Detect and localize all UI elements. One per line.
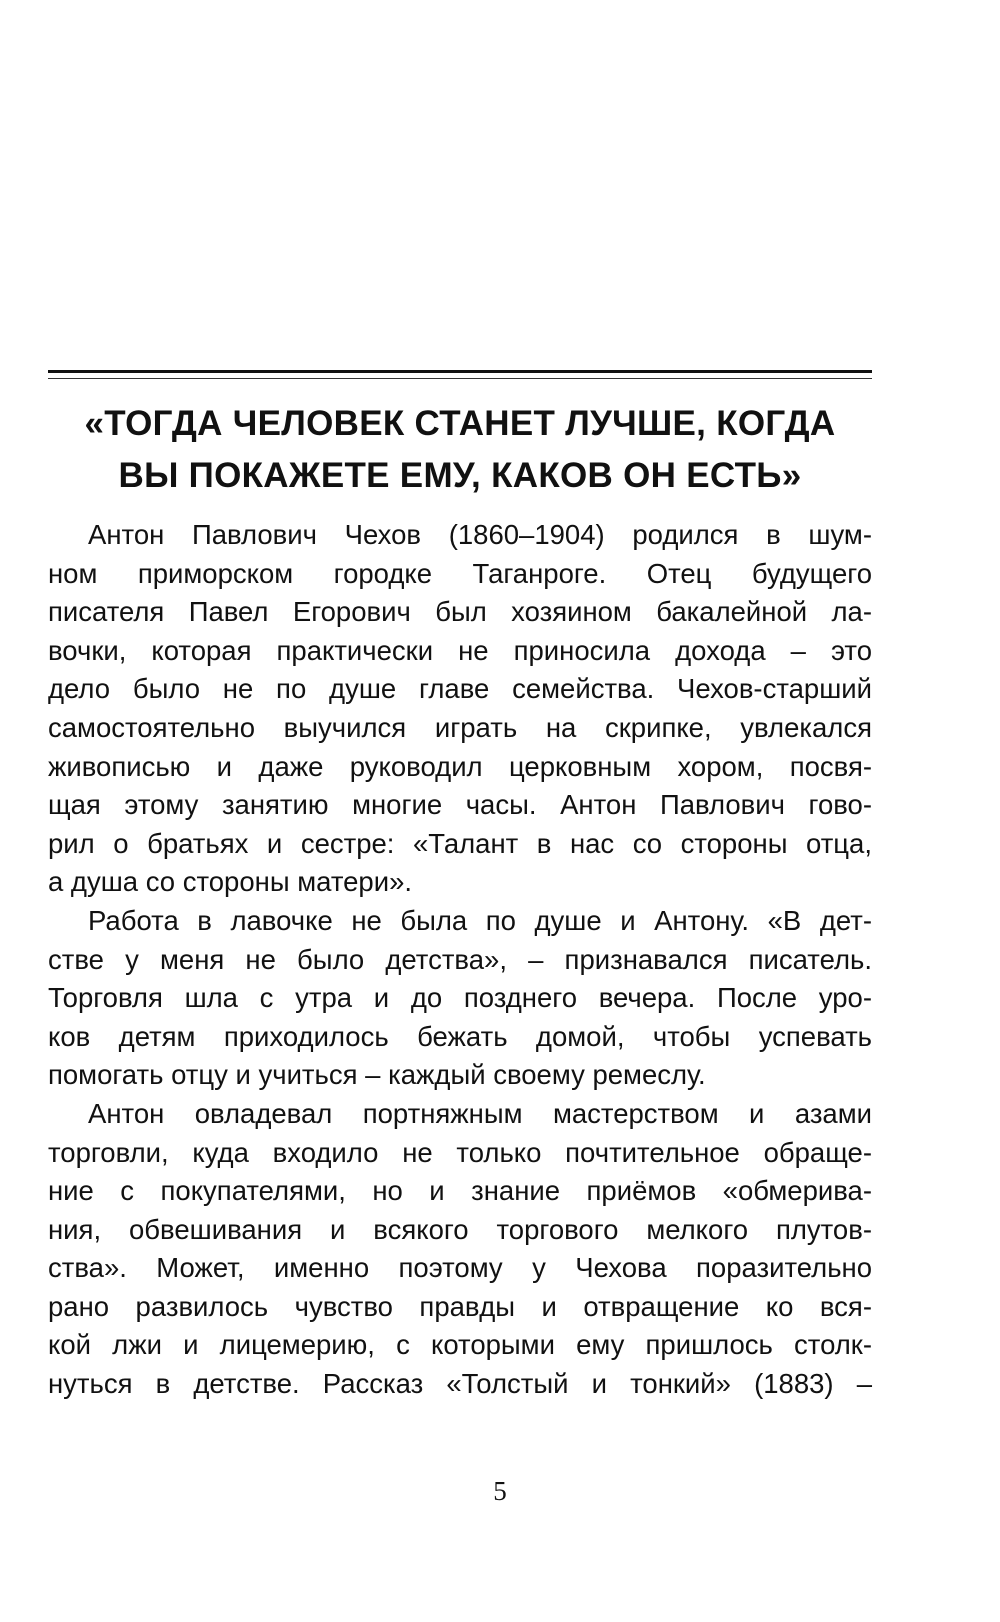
text-line: торговли, куда входило не только почтительное обраще-: [48, 1136, 872, 1168]
text-line: ства». Может, именно поэтому у Чехова поразительно: [48, 1252, 872, 1284]
text-line: ния, обвешивания и всякого торгового мелкого плутов-: [48, 1213, 872, 1245]
text-line: Работа в лавочке не была по душе и Антону. «В дет-: [88, 904, 872, 936]
text-line: самостоятельно выучился играть на скрипке, увлекался: [48, 711, 872, 743]
text-line: дело было не по душе главе семейства. Чехов-старший: [48, 673, 872, 705]
chapter-title-line-1: «ТОГДА ЧЕЛОВЕК СТАНЕТ ЛУЧШЕ, КОГДА: [84, 404, 836, 443]
text-line: рано развилось чувство правды и отвращение ко вся-: [48, 1290, 872, 1322]
paragraph-1: [48, 516, 872, 902]
text-line: ние с покупателями, но и знание приёмов «обмерива-: [48, 1175, 872, 1207]
text-line: Антон овладевал портняжным мастерством и азами: [88, 1097, 872, 1129]
text-line: ков детям приходилось бежать домой, чтобы успевать: [48, 1020, 872, 1052]
header-rule-thin: [48, 378, 872, 379]
paragraph-3: [48, 1095, 872, 1404]
text-line: нуться в детстве. Рассказ «Толстый и тонкий» (1883) –: [48, 1368, 872, 1400]
page-number: 5: [493, 1476, 507, 1506]
text-line: помогать отцу и учиться – каждый своему ремеслу.: [48, 1059, 706, 1091]
text-line: Торговля шла с утра и до позднего вечера. После уро-: [48, 982, 872, 1014]
text-line: писателя Павел Егорович был хозяином бакалейной ла-: [48, 596, 872, 628]
text-line: стве у меня не было детства», – признавался писатель.: [48, 943, 872, 975]
chapter-title: [48, 398, 872, 502]
text-line: а душа со стороны матери».: [48, 866, 412, 898]
text-line: Антон Павлович Чехов (1860–1904) родился в шум-: [88, 519, 872, 550]
paragraph-2: [48, 902, 872, 1095]
body-text: [48, 516, 872, 1404]
chapter-title-line-2: ВЫ ПОКАЖЕТЕ ЕМУ, КАКОВ ОН ЕСТЬ»: [118, 456, 802, 495]
text-line: кой лжи и лицемерию, с которыми ему пришлось столк-: [48, 1329, 872, 1361]
text-line: вочки, которая практически не приносила дохода – это: [48, 634, 872, 666]
text-line: живописью и даже руководил церковным хором, посвя-: [48, 750, 872, 782]
header-rule-thick: [48, 370, 872, 373]
text-line: ном приморском городке Таганроге. Отец будущего: [48, 557, 872, 589]
text-line: рил о братьях и сестре: «Талант в нас со стороны отца,: [48, 827, 872, 859]
text-line: щая этому занятию многие часы. Антон Павлович гово-: [48, 789, 872, 821]
